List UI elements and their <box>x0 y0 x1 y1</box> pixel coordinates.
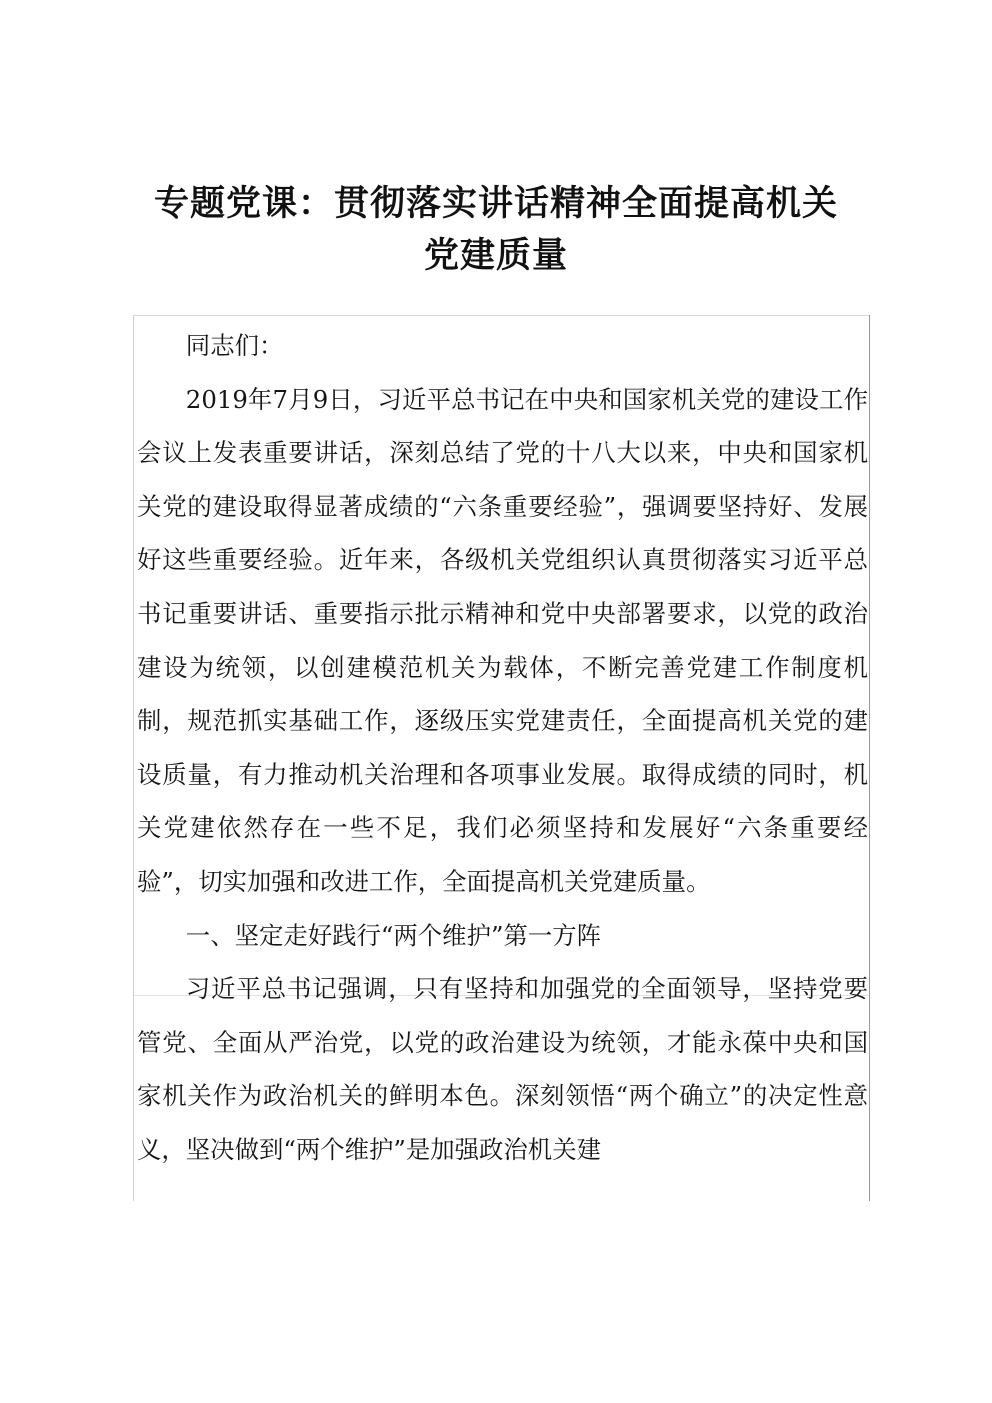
frame-top-rule <box>134 315 870 316</box>
salutation: 同志们： <box>185 331 284 360</box>
frame-right-rule <box>869 315 870 1201</box>
title-line-1: 专题党课：贯彻落实讲话精神全面提高机关 <box>153 183 838 224</box>
document-body <box>137 319 868 1177</box>
section-heading-1: 一、坚定走好践行“两个维护”第一方阵 <box>185 920 601 950</box>
paragraph-section-1: 习近平总书记强调，只有坚持和加强党的全面领导，坚持党要管党、全面从严治党，以党的政治建设为统领，才能永葆中央和国家机关作为政治机关的鲜明本色。深刻领悟“两个确立”的决定性意义，坚决做到“两个维护”是加强政治机关建 <box>137 974 868 1164</box>
frame-left-rule <box>133 315 134 1201</box>
document-title <box>120 178 872 282</box>
paragraph-intro: 2019年7月9日，习近平总书记在中央和国家机关党的建设工作会议上发表重要讲话，深刻总结了党的十八大以来，中央和国家机关党的建设取得显著成绩的“六条重要经验”，强调要坚持好、发展好这些重要经验。近年来，各级机关党组织认真贯彻落实习近平总书记重要讲话、重要指示批示精神和党中央部署要求，以党的政治建设为统领，以创建模范机关为载体，不断完善党建工作制度机制，规范抓实基础工作，逐级压实党建责任，全面提高机关党的建设质量，有力推动机关治理和各项事业发展。取得成绩的同时，机关党建依然存在一些不足，我们必须坚持和发展好“六条重要经验”，切实加强和改进工作，全面提高机关党建质量。 <box>137 384 868 896</box>
title-line-2: 党建质量 <box>423 235 568 276</box>
